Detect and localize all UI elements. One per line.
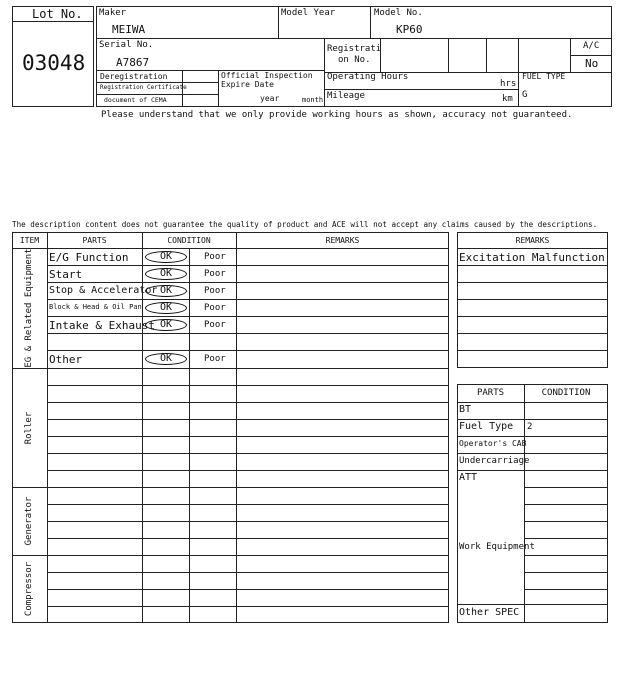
poor-3: Poor — [204, 286, 226, 296]
poor-1: Poor — [204, 252, 226, 262]
header-parts: PARTS — [82, 236, 107, 245]
att-label: ATT — [459, 472, 478, 483]
month-label: month — [302, 96, 324, 104]
year-label: year — [260, 94, 280, 103]
ok-oval-5: OK — [145, 319, 187, 331]
ok-oval-2: OK — [145, 268, 187, 280]
eg-part-1: E/G Function — [49, 251, 129, 264]
ok-oval-3: OK — [145, 285, 187, 297]
fuel-type-label: FUEL TYPE — [522, 72, 566, 81]
serial-value: A7867 — [116, 56, 150, 69]
description-notice: The description content does not guarantee the quality of product and ACE will not accept any claims caused by the descriptions. — [12, 220, 598, 229]
deregistration-label: Deregistration — [100, 72, 168, 81]
eg-part-4: Block & Head & Oil Pan — [49, 303, 142, 311]
operating-hours-label: Operating Hours — [327, 72, 409, 82]
undercarriage-label: Undercarriage — [459, 456, 530, 466]
inspection-label-1: Official Inspection — [221, 71, 313, 80]
group-compressor-label: Compressor — [24, 561, 34, 617]
eg-part-5: Intake & Exhaust — [49, 319, 155, 332]
registration-label-1: Registrati — [327, 44, 382, 54]
remarks-row-1: Excitation Malfunction — [459, 251, 605, 264]
serial-label: Serial No. — [99, 40, 154, 50]
lot-number: 03048 — [22, 51, 86, 75]
ok-oval-1: OK — [145, 251, 187, 263]
ok-oval-4: OK — [145, 302, 187, 314]
eg-part-2: Start — [49, 268, 83, 281]
fuel-type-value: G — [522, 90, 528, 100]
poor-2: Poor — [204, 269, 226, 279]
registration-certificate-label: Registration Certificate — [100, 84, 187, 91]
hrs-label: hrs — [500, 79, 517, 89]
fuel-type-row-value: 2 — [527, 422, 533, 432]
hours-notice: Please understand that we only provide working hours as shown, accuracy not guaranteed. — [101, 110, 573, 120]
group-eg-label: EG & Related Equipment — [24, 248, 34, 368]
registration-label-2: on No. — [338, 55, 371, 65]
header-item: ITEM — [19, 236, 40, 245]
fuel-type-row-label: Fuel Type — [459, 421, 514, 432]
eg-part-3: Stop & Accelerator — [49, 285, 158, 296]
header-condition: CONDITION — [167, 236, 211, 245]
maker-label: Maker — [99, 8, 127, 18]
other-spec-label: Other SPEC — [459, 607, 520, 618]
model-no-value: KP60 — [396, 23, 423, 36]
header-remarks: REMARKS — [325, 236, 360, 245]
cema-document-label: document of CEMA — [104, 96, 167, 104]
ac-label: A/C — [583, 41, 600, 51]
mileage-label: Mileage — [327, 91, 365, 101]
remarks-header: REMARKS — [515, 236, 550, 245]
inspection-label-2: Expire Date — [221, 80, 274, 89]
poor-7: Poor — [204, 354, 226, 364]
poor-4: Poor — [204, 303, 226, 313]
ac-value: No — [585, 57, 599, 70]
parts-header: PARTS — [476, 388, 505, 398]
ok-oval-7: OK — [145, 353, 187, 365]
group-generator-label: Generator — [24, 496, 34, 546]
model-year-label: Model Year — [281, 8, 336, 18]
group-roller-label: Roller — [24, 411, 34, 445]
operators-cab-label: Operator's CAB — [459, 439, 527, 448]
maker-value: MEIWA — [112, 23, 146, 36]
poor-5: Poor — [204, 320, 226, 330]
lot-label: Lot No. — [32, 7, 83, 21]
condition-header: CONDITION — [541, 388, 591, 398]
work-equipment-label: Work Equipment — [459, 542, 535, 552]
bt-label: BT — [459, 404, 472, 415]
km-label: km — [502, 94, 513, 104]
model-no-label: Model No. — [374, 8, 423, 18]
eg-part-7: Other — [49, 353, 83, 366]
